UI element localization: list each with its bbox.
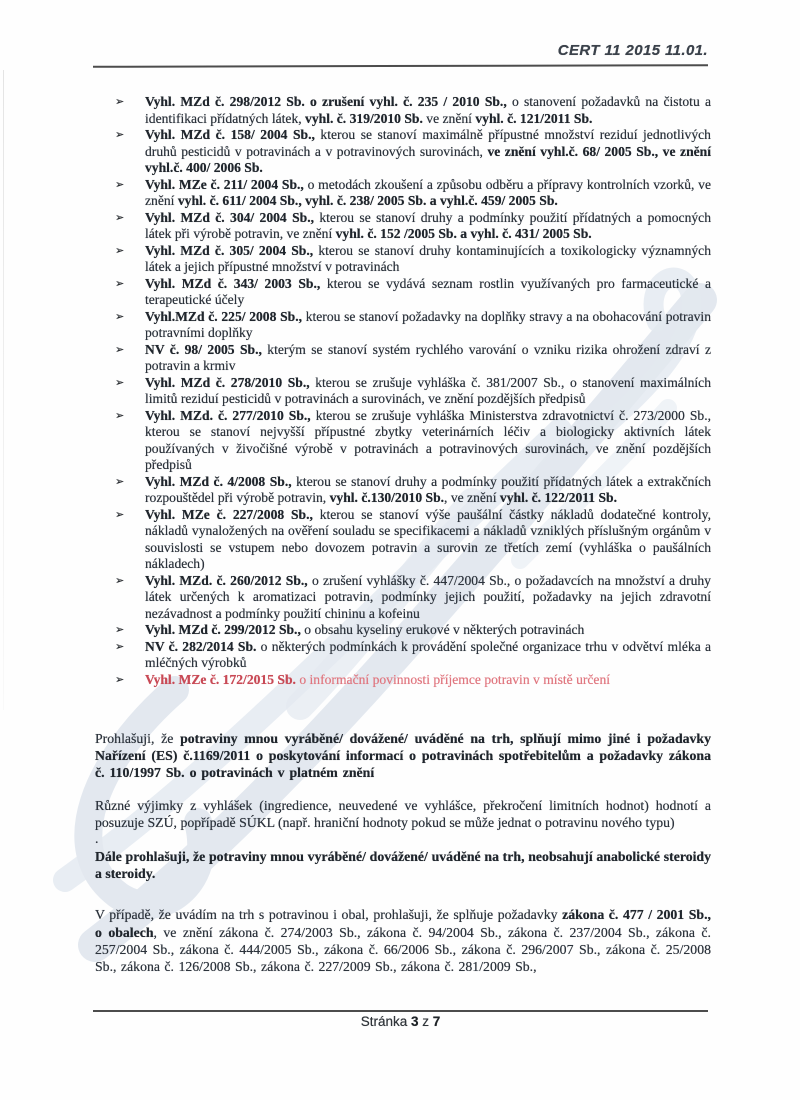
citation-bold-text: Vyhl. MZd č. 304/ 2004 Sb., xyxy=(145,209,314,225)
citation-bold-text: vyhl. č. 319/2010 Sb. xyxy=(305,110,423,126)
arrow-bullet-icon: ➢ xyxy=(115,507,125,521)
footer-prefix: Stránka xyxy=(360,1014,408,1029)
body-text: kterou se stanoví výše paušální částky nákladů dodatečné kontroly, nákladů vynaložených na ověření souladu se specifikacemi a nákladů vzniklých příslušným orgánům v souvislosti se vstupem nebo dovozem potravin a surovin ze třetích zemí (vyhláška o paušálních nákladech) xyxy=(145,506,711,571)
page-number-footer xyxy=(93,1014,708,1029)
citation-bold-text: Vyhl. MZd č. 343/ 2003 Sb., xyxy=(145,275,321,291)
regulation-list-item xyxy=(95,177,711,210)
regulation-list-item xyxy=(95,375,711,408)
arrow-bullet-icon: ➢ xyxy=(115,474,125,488)
paragraph-declaration-steroids xyxy=(95,848,711,882)
regulation-list-item xyxy=(95,243,711,276)
body-text: V případě, že uvádím na trh s potravinou i obal, prohlašuji, že splňuje požadavky xyxy=(95,907,563,923)
regulation-item-text xyxy=(145,639,711,672)
citation-bold-text: Dále prohlašuji, že potraviny mnou vyráběné/ dovážené/ uváděné na trh, neobsahují anabolické steroidy a steroidy. xyxy=(95,849,711,882)
arrow-bullet-icon: ➢ xyxy=(115,177,125,191)
regulation-list-item xyxy=(95,474,711,507)
regulation-item-text xyxy=(145,127,711,177)
citation-bold-text: Vyhl.MZd č. 225/ 2008 Sb., xyxy=(145,308,303,324)
arrow-bullet-icon: ➢ xyxy=(115,128,125,141)
regulation-list-item xyxy=(95,507,711,573)
citation-bold-text: ve znění vyhl.č. 68/ 2005 Sb., ve znění vyhl.č. 400/ 2006 Sb. xyxy=(145,143,712,175)
regulation-item-text xyxy=(145,309,711,342)
regulation-item-text xyxy=(145,94,711,127)
footer-of-label: z xyxy=(422,1014,430,1029)
citation-bold-text: Vyhl. MZd č. 158/ 2004 Sb., xyxy=(145,127,315,142)
body-text: kterou se stanoví druhy a podmínky použití přídatných látek a extrakčních rozpouštědel při výrobě potravin, xyxy=(145,473,711,505)
citation-bold-text: vyhl. č. 122/2011 Sb. xyxy=(499,490,618,505)
arrow-bullet-icon: ➢ xyxy=(115,375,125,389)
regulation-item-text xyxy=(145,622,711,639)
body-text: o zrušení vyhlášky č. 447/2004 Sb., o požadavcích na množství a druhy látek určených k aromatizaci potravin, podmínky jejich použití, požadavky na jejich zdravotní nezávadnost a podmínky použití chininu a kofeinu xyxy=(145,572,711,621)
body-text: kterou se stanoví druhy a podmínky použití přídatných a pomocných látek při výrobě potravin, ve znění xyxy=(145,209,711,241)
arrow-bullet-icon: ➢ xyxy=(115,210,125,224)
paragraph-packaging xyxy=(95,906,711,975)
citation-bold-text: Vyhl. MZe č. 227/2008 Sb., xyxy=(145,506,313,522)
footer-divider xyxy=(93,1010,708,1012)
arrow-bullet-icon: ➢ xyxy=(115,623,125,636)
regulation-item-text xyxy=(145,210,711,243)
arrow-bullet-icon: ➢ xyxy=(115,639,125,653)
body-text: kterou se stanoví druhy kontaminujících a toxikologicky významných látek a jejich přípustné množství v potravinách xyxy=(145,242,711,274)
body-text: o informační povinnosti příjemce potravin v místě určení xyxy=(295,671,611,687)
regulation-item-text xyxy=(145,408,711,474)
regulation-item-text xyxy=(145,507,711,573)
regulation-list-item xyxy=(95,672,711,689)
regulation-item-text xyxy=(145,243,711,276)
citation-bold-text: potraviny mnou vyráběné/ dovážené/ uváděné na trh, splňují mimo jiné i požadavky Nařízení (ES) č.1169/2011 o poskytování informací o potravinách spotřebitelům a požadavky zákona č. 110/1997 Sb. o potravinách v platném znění xyxy=(95,731,711,781)
regulation-list-item xyxy=(95,639,711,672)
regulation-list-item xyxy=(95,342,711,375)
regulation-list-item xyxy=(95,309,711,342)
arrow-bullet-icon: ➢ xyxy=(115,95,125,108)
citation-bold-text: Vyhl. MZd. č. 277/2010 Sb., xyxy=(145,407,311,423)
citation-bold-text: Vyhl. MZe č. 172/2015 Sb. xyxy=(145,671,296,687)
citation-bold-text: Vyhl. MZd č. 305/ 2004 Sb., xyxy=(145,242,314,258)
regulation-list xyxy=(95,94,711,688)
arrow-bullet-icon: ➢ xyxy=(115,243,125,257)
citation-bold-text: NV č. 98/ 2005 Sb., xyxy=(145,341,262,357)
citation-bold-text: Vyhl. MZd č. 4/2008 Sb., xyxy=(145,473,292,489)
body-text: kterou se vydává seznam rostlin využívaných pro farmaceutické a terapeutické účely xyxy=(145,275,711,307)
body-text: ve znění xyxy=(422,110,476,126)
body-text: o metodách zkoušení a způsobu odběru a přípravy kontrolních vzorků, ve znění xyxy=(145,176,711,208)
body-text: kterou se zrušuje vyhláška Ministerstva zdravotnictví č. 273/2000 Sb., kterou se stanoví nejvyšší přípustné zbytky veterinárních léčiv a biologicky aktivních látek používaných v živočišné výrobě v potravinách a potravinových surovinách, ve znění pozdějších předpisů xyxy=(145,407,711,472)
regulation-item-text xyxy=(145,375,711,408)
declaration-paragraphs xyxy=(95,730,711,975)
arrow-bullet-icon: ➢ xyxy=(115,672,125,686)
citation-bold-text: vyhl. č.130/2010 Sb. xyxy=(329,490,445,505)
regulation-list-item xyxy=(95,127,711,177)
arrow-bullet-icon: ➢ xyxy=(115,342,125,356)
footer-total-pages: 7 xyxy=(432,1014,441,1029)
regulation-list-item xyxy=(95,210,711,243)
body-text: . xyxy=(95,831,99,847)
body-text: Prohlašuji, že xyxy=(95,731,181,746)
citation-bold-text: vyhl. č. 611/ 2004 Sb., vyhl. č. 238/ 2005 Sb. a vyhl.č. 459/ 2005 Sb. xyxy=(177,193,558,208)
arrow-bullet-icon: ➢ xyxy=(115,276,125,290)
document-body xyxy=(95,94,711,975)
body-text: , ve znění xyxy=(444,490,500,505)
body-text: o některých podmínkách k provádění společné organizace trhu v odvětví mléka a mléčných výrobků xyxy=(145,638,711,670)
citation-bold-text: zákona č. 477 / 2001 Sb., o obalech xyxy=(95,907,711,940)
citation-bold-text: Vyhl. MZe č. 211/ 2004 Sb., xyxy=(145,176,304,192)
body-text: o obsahu kyseliny erukové v některých potravinách xyxy=(300,622,585,637)
regulation-item-text xyxy=(145,474,711,507)
body-text: kterou se zrušuje vyhláška č. 381/2007 Sb., o stanovení maximálních limitů reziduí pesticidů v potravinách a surovinách, ve znění pozdějších předpisů xyxy=(145,374,711,406)
citation-bold-text: NV č. 282/2014 Sb. xyxy=(145,638,257,654)
paragraph-dot xyxy=(95,831,711,846)
arrow-bullet-icon: ➢ xyxy=(115,573,125,587)
regulation-item-text xyxy=(145,276,711,309)
scan-edge-artifact xyxy=(3,70,4,710)
regulation-item-text xyxy=(145,342,711,375)
regulation-list-item xyxy=(95,94,711,127)
citation-bold-text: Vyhl. MZd č. 278/2010 Sb., xyxy=(145,374,310,390)
regulation-item-text xyxy=(145,573,711,623)
arrow-bullet-icon: ➢ xyxy=(115,408,125,422)
body-text: Různé výjimky z vyhlášek (ingredience, neuvedené ve vyhlášce, překročení limitních hodnot) hodnotí a posuzuje SZÚ, popřípadě SÚKL (např. hraniční hodnoty pokud se může jednat o potravinu nového typu) xyxy=(95,797,711,830)
body-text: o stanovení požadavků na čistotu a identifikaci přídatných látek, xyxy=(145,94,711,126)
citation-bold-text: vyhl. č. 121/2011 Sb. xyxy=(475,110,593,126)
body-text: , ve znění zákona č. 274/2003 Sb., zákona č. 94/2004 Sb., zákona č. 237/2004 Sb., zákona č. 257/2004 Sb., zákona č. 444/2005 Sb., zákona č. 66/2006 Sb., zákona č. 296/2007 Sb., zákona č. 25/2008 Sb., zákona č. 126/2008 Sb., zákona č. 227/2009 Sb., zákona č. 281/2009 Sb., xyxy=(95,924,711,975)
header-divider xyxy=(93,64,708,68)
citation-bold-text: Vyhl. MZd č. 298/2012 Sb. o zrušení vyhl. č. 235 / 2010 Sb., xyxy=(145,94,507,109)
arrow-bullet-icon: ➢ xyxy=(115,309,125,323)
paragraph-declaration-foods xyxy=(95,730,711,782)
citation-bold-text: Vyhl. MZd č. 299/2012 Sb., xyxy=(145,622,301,637)
body-text: kterou se stanoví maximálně přípustné množství reziduí jednotlivých druhů pesticidů v potravinách a v potravinových surovinách, xyxy=(145,127,711,159)
regulation-list-item xyxy=(95,408,711,474)
paragraph-exceptions xyxy=(95,797,711,831)
document-code: CERT 11 2015 11.01. xyxy=(557,42,708,59)
regulation-list-item xyxy=(95,573,711,623)
body-text: kterým se stanoví systém rychlého varování o vzniku rizika ohrožení zdraví z potravin a krmiv xyxy=(145,341,711,373)
regulation-list-item xyxy=(95,276,711,309)
footer-current-page: 3 xyxy=(410,1014,419,1029)
regulation-item-text xyxy=(145,672,711,689)
citation-bold-text: vyhl. č. 152 /2005 Sb. a vyhl. č. 431/ 2005 Sb. xyxy=(335,226,592,241)
regulation-list-item xyxy=(95,622,711,639)
body-text: kterou se stanoví požadavky na doplňky stravy a na obohacování potravin potravními doplňky xyxy=(145,308,711,340)
citation-bold-text: Vyhl. MZd. č. 260/2012 Sb., xyxy=(145,572,308,588)
regulation-item-text xyxy=(145,177,711,210)
